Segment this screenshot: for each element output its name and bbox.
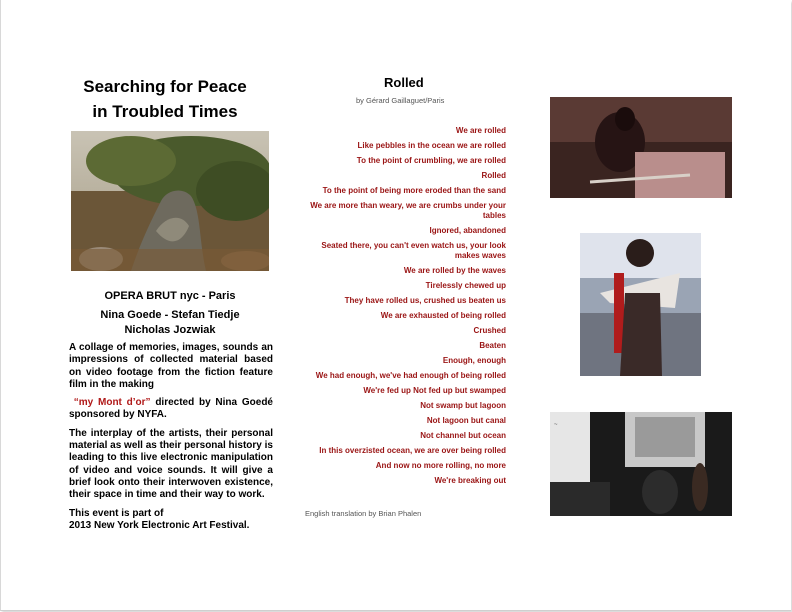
poem-body — [305, 126, 506, 491]
poem-line: Rolled — [481, 171, 506, 180]
description-para2 — [69, 397, 273, 422]
translation-credit: English translation by Brian Phalen — [305, 509, 422, 518]
artists-line2: Nicholas Jozwiak — [124, 324, 216, 336]
poem-line: We are exhausted of being rolled — [380, 311, 506, 320]
poem-line: Beaten — [479, 341, 506, 350]
poem-line: To the point of crumbling, we are rolled — [356, 156, 506, 165]
poem-line: Like pebbles in the ocean we are rolled — [357, 141, 506, 150]
poem-line: In this overzisted ocean, we are over being rolled — [319, 446, 506, 455]
description-para4 — [69, 508, 273, 533]
poem-line: Tirelessly chewed up — [425, 281, 506, 290]
poem-line: We're breaking out — [434, 476, 506, 485]
poem-line: Not channel but ocean — [420, 431, 506, 440]
description-para4-line2: 2013 New York Electronic Art Festival. — [69, 519, 250, 531]
film-title: “my Mont d’or” — [73, 397, 151, 409]
poem-line: We're fed up Not fed up but swamped — [363, 386, 506, 395]
artists-line1: Nina Goede - Stefan Tiedje — [100, 309, 240, 321]
poem-line: Ignored, abandoned — [429, 226, 506, 235]
performer-photo-2 — [580, 233, 701, 376]
performer-photo-1 — [550, 97, 732, 198]
poem-line: We are rolled by the waves — [403, 266, 506, 275]
event-title-line2: in Troubled Times — [92, 102, 238, 121]
poem-line: To the point of being more eroded than the sand — [322, 186, 506, 195]
organizer: OPERA BRUT nyc - Paris — [104, 290, 236, 302]
poem-line: We are more than weary, we are crumbs under your tables — [310, 201, 506, 220]
poem-line: They have rolled us, crushed us beaten us — [344, 296, 506, 305]
poem-line: Crushed — [473, 326, 506, 335]
poem-line: We had enough, we've had enough of being rolled — [315, 371, 506, 380]
poem-byline: by Gérard Gaillaguet/Paris — [356, 96, 445, 105]
performance-photo-3 — [550, 412, 732, 516]
poem-line: Not lagoon but canal — [426, 416, 506, 425]
poem-line: We are rolled — [455, 126, 506, 135]
event-title-line1: Searching for Peace — [83, 77, 247, 96]
poem-line: Not swamp but lagoon — [420, 401, 506, 410]
poem-title: Rolled — [384, 75, 424, 90]
description-para4-line1: This event is part of — [69, 507, 164, 519]
description-para1: A collage of memories, images, sounds an impressions of collected material based on video footage from the fiction feature film in the making — [69, 342, 273, 390]
poem-line: Enough, enough — [442, 356, 506, 365]
description-para3: The interplay of the artists, their personal material as well as their personal history is leading to this live electronic manipulation of video and voice sounds. It will give a brief look onto their interwoven existence, their space in time and their way to work. — [69, 427, 273, 501]
artists — [70, 308, 270, 338]
svg-text:~: ~ — [554, 422, 558, 428]
olive-tree-photo — [71, 131, 269, 271]
poem-line: And now no more rolling, no more — [375, 461, 506, 470]
description — [69, 342, 273, 538]
event-title — [60, 74, 270, 124]
description-para2-rest: directed by Nina Goedé sponsored by NYFA. — [69, 397, 273, 421]
poem-line: Seated there, you can't even watch us, your look makes waves — [321, 241, 506, 260]
